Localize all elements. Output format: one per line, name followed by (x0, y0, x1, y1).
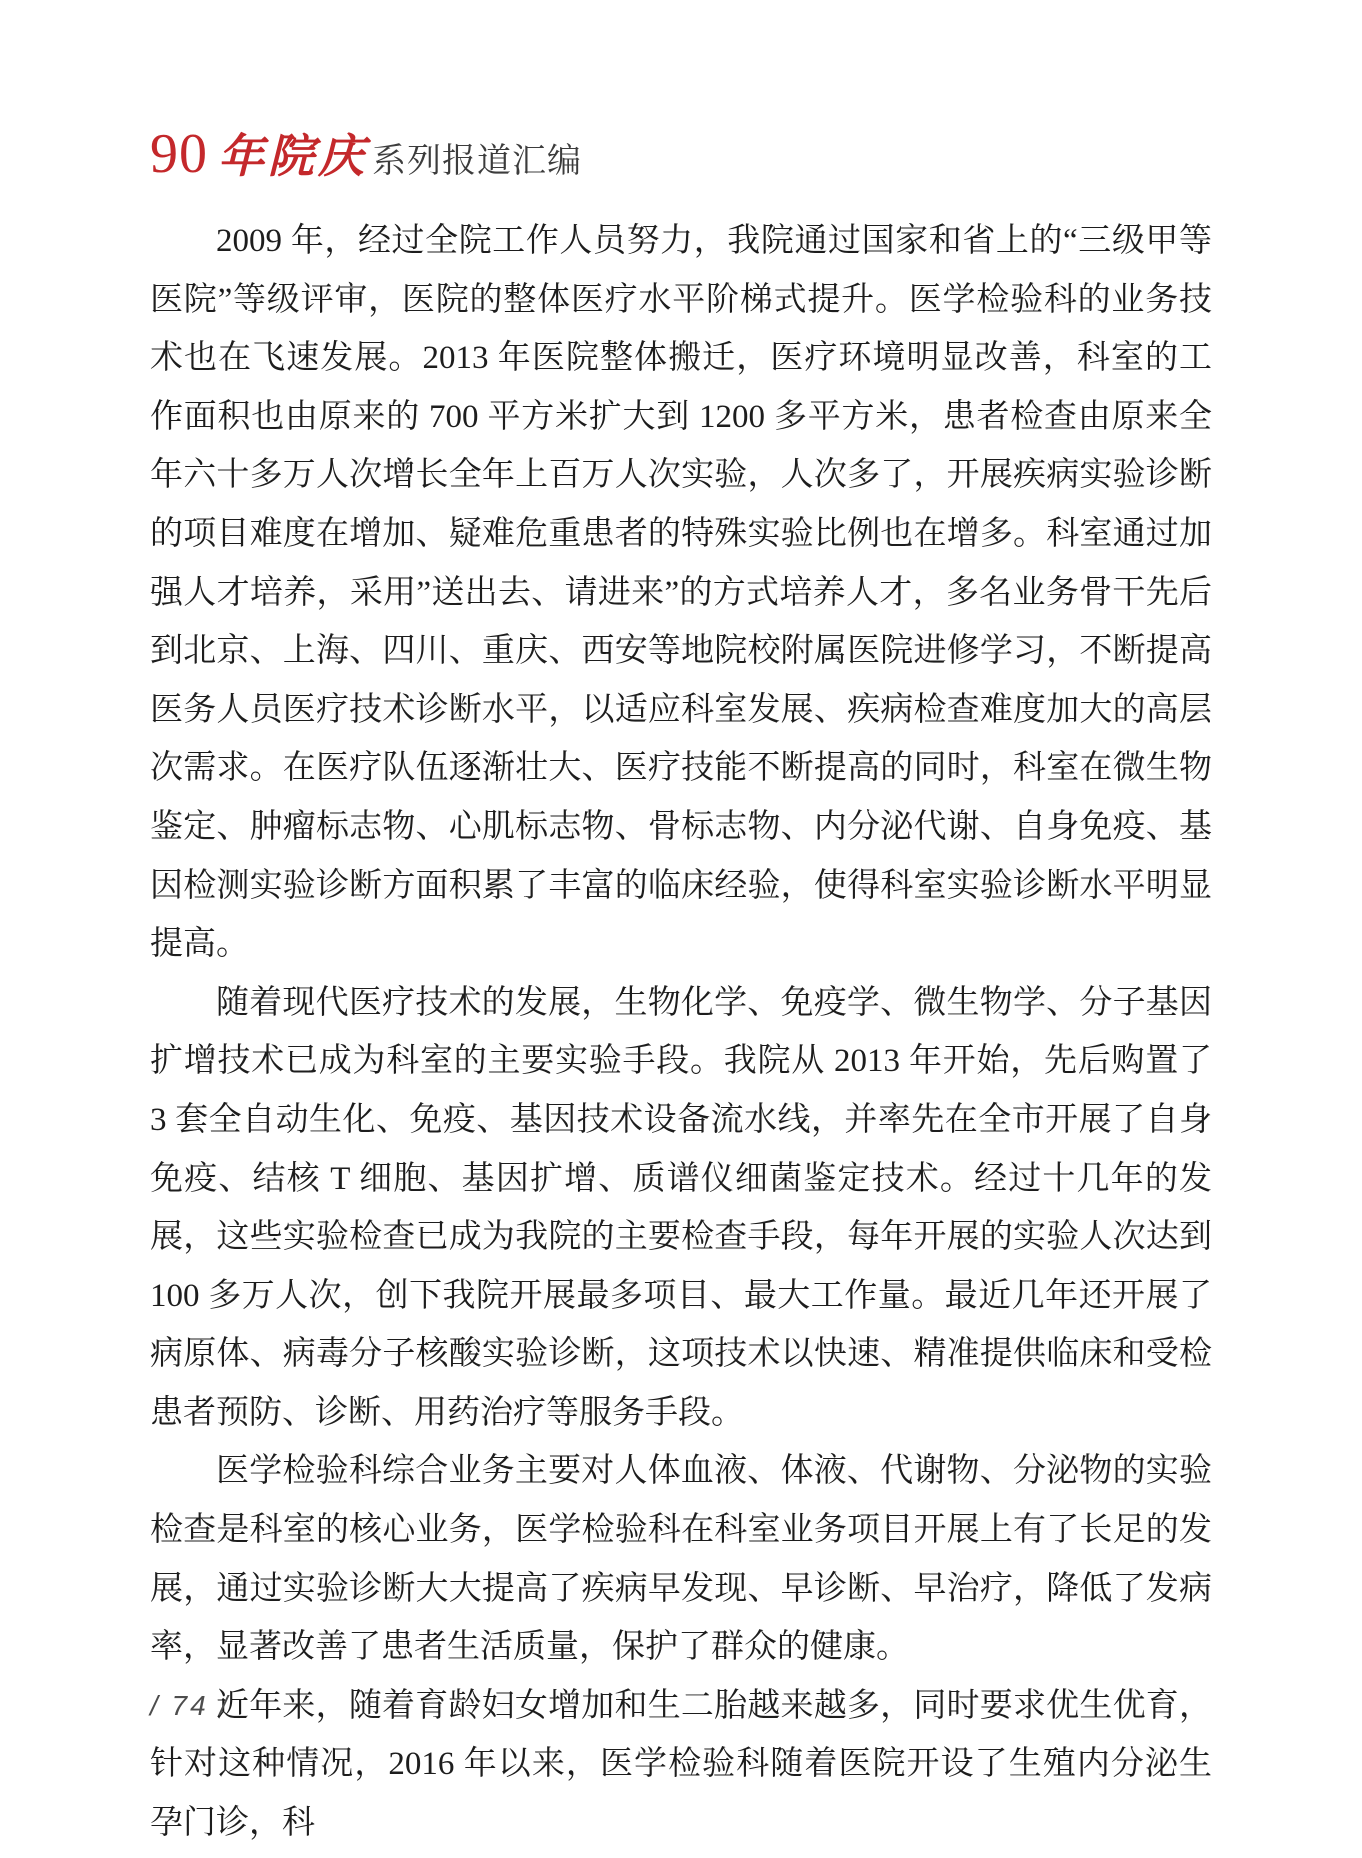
body-paragraph: 近年来，随着育龄妇女增加和生二胎越来越多，同时要求优生优育，针对这种情况，2016 年以来，医学检验科随着医院开设了生殖内分泌生孕门诊，科 (150, 1687, 1212, 1842)
body-paragraph: 医学检验科综合业务主要对人体血液、体液、代谢物、分泌物的实验检查是科室的核心业务，医学检验科在科室业务项目开展上有了长足的发展，通过实验诊断大大提高了疾病早发现、早诊断、早治疗，降低了发病率，显著改善了患者生活质量，保护了群众的健康。 (150, 1453, 1212, 1666)
body-paragraph: 2009 年，经过全院工作人员努力，我院通过国家和省上的“三级甲等医院”等级评审，医院的整体医疗水平阶梯式提升。医学检验科的业务技术也在飞速发展。2013 年医院整体搬迁，医疗环境明显改善，科室的工作面积也由原来的 700 平方米扩大到 1200 多平方米，患者检查由原来全年六十多万人次增长全年上百万人次实验，人次多了，开展疾病实验诊断的项目难度在增加、疑难危重患者的特殊实验比例也在增多。科室通过加强人才培养，采用”送出去、请进来”的方式培养人才，多名业务骨干先后到北京、上海、四川、重庆、西安等地院校附属医院进修学习，不断提高医务人员医疗技术诊断水平，以适应科室发展、疾病检查难度加大的高层次需求。在医疗队伍逐渐壮大、医疗技能不断提高的同时，科室在微生物鉴定、肿瘤标志物、心肌标志物、骨标志物、内分泌代谢、自身免疫、基因检测实验诊断方面积累了丰富的临床经验，使得科室实验诊断水平明显提高。 (150, 223, 1212, 963)
page-number: / 74 / (150, 1690, 231, 1721)
body-paragraph: 随着现代医疗技术的发展，生物化学、免疫学、微生物学、分子基因扩增技术已成为科室的主要实验手段。我院从 2013 年开始，先后购置了 3 套全自动生化、免疫、基因技术设备流水线，并率先在全市开展了自身免疫、结核 T 细胞、基因扩增、质谱仪细菌鉴定技术。经过十几年的发展，这些实验检查已成为我院的主要检查手段，每年开展的实验人次达到 100 多万人次，创下我院开展最多项目、最大工作量。最近几年还开展了病原体、病毒分子核酸实验诊断，这项技术以快速、精准提供临床和受检患者预防、诊断、用药治疗等服务手段。 (150, 984, 1212, 1431)
anniversary-number: 90 (150, 123, 208, 185)
page-footer (150, 1690, 230, 1722)
article-body (150, 212, 1212, 1853)
running-head (150, 123, 582, 185)
series-subtitle: 系列报道汇编 (372, 142, 582, 180)
anniversary-calligraphy-title: 年院庆 (218, 131, 368, 182)
